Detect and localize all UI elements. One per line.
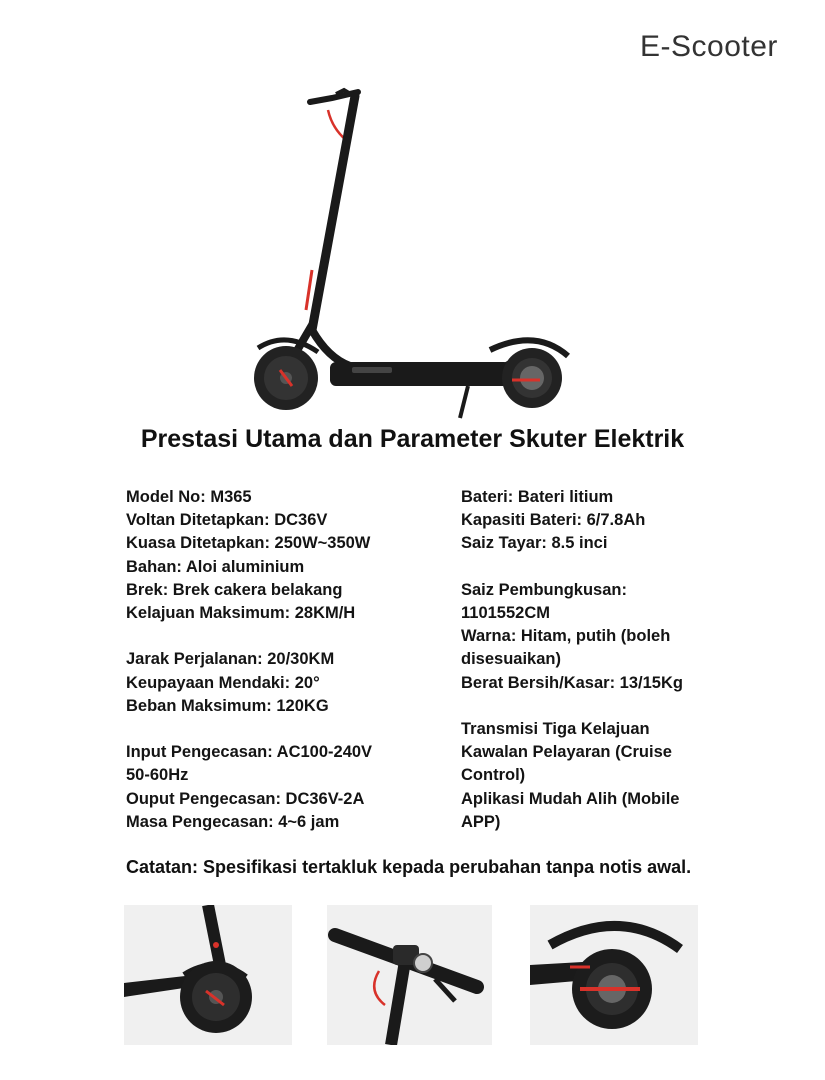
spec-battery: Bateri: Bateri litium bbox=[461, 488, 614, 506]
spec-tire-size: Saiz Tayar: 8.5 inci bbox=[461, 534, 608, 553]
spec-charge-input: Input Pengecasan: AC100-240V bbox=[126, 743, 373, 762]
feature-three-speed: Transmisi Tiga Kelajuan bbox=[461, 720, 650, 738]
disclaimer-note: Catatan: Spesifikasi tertakluk kepada perubahan tanpa notis awal. bbox=[126, 857, 692, 877]
feature-mobile-app: Aplikasi Mudah Alih (Mobile bbox=[461, 789, 680, 808]
spec-color-note: disesuaikan) bbox=[461, 650, 561, 669]
spec-column-left bbox=[126, 486, 426, 834]
spec-voltage: Voltan Ditetapkan: DC36V bbox=[126, 511, 328, 530]
spec-column-right bbox=[461, 486, 721, 834]
spec-battery-capacity: Kapasiti Bateri: 6/7.8Ah bbox=[461, 511, 646, 530]
page-title: Prestasi Utama dan Parameter Skuter Elektrik bbox=[140, 425, 685, 453]
spec-range: Jarak Perjalanan: 20/30KM bbox=[126, 650, 335, 669]
spec-power: Kuasa Ditetapkan: 250W~350W bbox=[126, 534, 371, 553]
spec-package-size: Saiz Pembungkusan: bbox=[461, 580, 627, 599]
spec-charge-time: Masa Pengecasan: 4~6 jam bbox=[126, 812, 340, 831]
spec-max-speed: Kelajuan Maksimum: 28KM/H bbox=[126, 604, 356, 623]
spec-charge-output: Ouput Pengecasan: DC36V-2A bbox=[126, 789, 365, 808]
handlebar-thumbnail bbox=[327, 905, 492, 1045]
spec-package-size-value: 1101552CM bbox=[461, 604, 550, 622]
feature-cruise-control-cont: Control) bbox=[461, 766, 526, 785]
feature-mobile-app-cont: APP) bbox=[461, 812, 501, 831]
scooter-image bbox=[240, 80, 580, 420]
spec-max-load: Beban Maksimum: 120KG bbox=[126, 696, 329, 715]
rear-wheel-thumbnail bbox=[530, 905, 698, 1045]
front-wheel-thumbnail bbox=[124, 905, 292, 1045]
spec-material: Bahan: Aloi aluminium bbox=[126, 557, 305, 576]
feature-cruise-control: Kawalan Pelayaran (Cruise bbox=[461, 743, 672, 762]
spec-color: Warna: Hitam, putih (boleh bbox=[461, 627, 671, 646]
spec-model: Model No: M365 bbox=[126, 488, 252, 506]
spec-climb: Keupayaan Mendaki: 20° bbox=[126, 673, 320, 692]
spec-charge-input-freq: 50-60Hz bbox=[126, 766, 189, 785]
brand-label: E-Scooter bbox=[640, 30, 778, 63]
spec-brake: Brek: Brek cakera belakang bbox=[126, 580, 343, 599]
spec-weight: Berat Bersih/Kasar: 13/15Kg bbox=[461, 673, 683, 692]
